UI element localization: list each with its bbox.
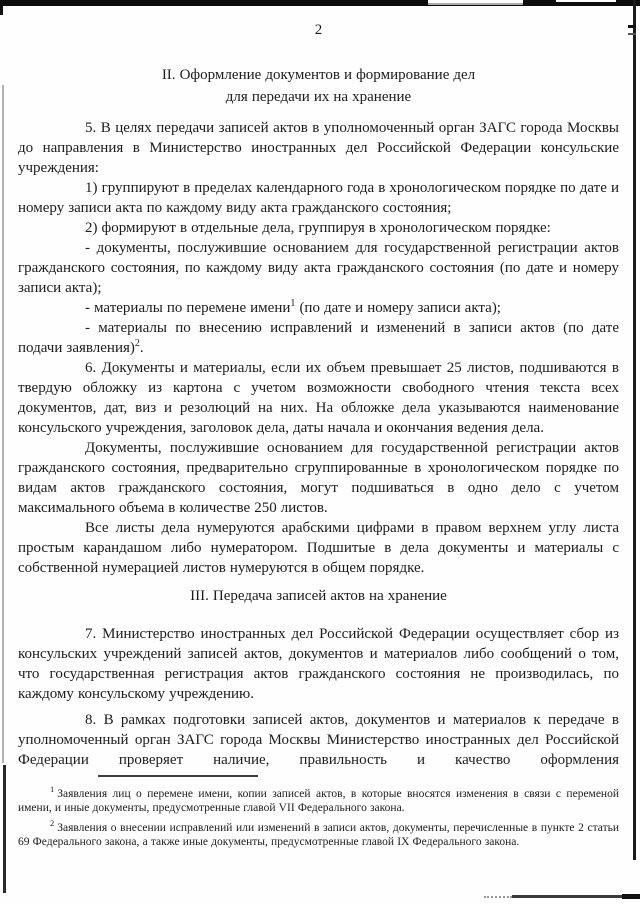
document-content: [18, 20, 619, 850]
section-ii-heading: [18, 64, 619, 108]
scan-artifact-right-tick-2: [628, 33, 636, 35]
paragraph-5-item-1: 1) группируют в пределах календарного года в хронологическом порядке по дате и номеру записи акта по каждому виду акта гражданского состояния;: [18, 180, 619, 216]
dash-2-text: - материалы по перемене имени: [85, 300, 291, 316]
footnote-2: [18, 816, 619, 850]
scan-artifact-right-tick: [628, 25, 636, 28]
scan-artifact-bottom-dotted-line: [484, 896, 512, 898]
paragraph-6: 6. Документы и материалы, если их объем превышает 25 листов, подшиваются в твердую обложку из картона с учетом возможности свободного чтения текста всех документов, дат, виз и резолюций на них. На обложке дела указываются наименование консульского учреждения, заголовок дела, даты начала и окончания ведения дела.: [18, 360, 619, 436]
paragraph-7: 7. Министерство иностранных дел Российской Федерации осуществляет сбор из консульских учреждений записей актов, документов и материалов либо сообщений о том, что государственная регистрация актов гражданского состояния не производилась, по каждому консульскому учреждению.: [18, 626, 619, 702]
footnote-2-marker: 2: [50, 817, 55, 828]
section-ii-heading-line2: для передачи их на хранение: [225, 89, 412, 105]
scan-artifact-bottom-right-corner: [622, 894, 640, 899]
scan-artifact-left-edge-line: [2, 85, 4, 763]
page-number: 2: [314, 22, 323, 38]
footnote-reference-2: 2: [134, 338, 140, 349]
paragraph-5-dash-3: [18, 318, 619, 358]
paragraph-6-continuation-2: Все листы дела нумеруются арабскими цифрами в правом верхнем углу листа простым карандашом либо нумератором. Подшитые в дела документы и материалы с собственной нумерацией листов нумеруются в общем порядке.: [18, 520, 619, 576]
scan-artifact-top-bar-gap-shade: [428, 3, 523, 5]
scan-artifact-bottom-edge-line: [512, 895, 640, 898]
footnote-reference-1: 1: [290, 298, 296, 309]
dash-3-text: - материалы по внесению исправлений и изменений в записи актов (по дате подачи заявления): [18, 320, 619, 356]
paragraph-5-dash-1: - документы, послужившие основанием для государственной регистрации актов гражданского состояния, по каждому виду акта гражданского состояния (по дате и номеру записи акта);: [18, 240, 619, 296]
paragraph-6-continuation-1: Документы, послужившие основанием для государственной регистрации актов гражданского состояния, предварительно сгруппированные в хронологическом порядке по видам актов гражданского состояния, могут подшиваться в одно дело с учетом максимального объема в количестве 250 листов.: [18, 440, 619, 516]
dash-3-text-tail: .: [139, 340, 144, 356]
scan-artifact-top-left-mark: [0, 6, 3, 15]
scan-artifact-top-bar: [0, 0, 640, 6]
paragraph-5-dash-2: [18, 298, 619, 318]
footnote-1: [18, 782, 619, 816]
scan-artifact-left-edge-dark-line: [3, 765, 6, 893]
paragraph-5-item-2: 2) формируют в отдельные дела, группируя в хронологическом порядке:: [85, 220, 551, 236]
footnote-1-text: Заявления лиц о перемене имени, копии записей актов, в которые вносятся изменения в связи с переменой имени, и иные документы, предусмотренные главой VII Федерального закона.: [18, 787, 619, 815]
section-iii-heading: III. Передача записей актов на хранение: [190, 588, 447, 604]
footnote-2-text: Заявления о внесении исправлений или изменений в записи актов, документы, перечисленные в пункте 2 статьи 69 Федерального закона, а также иные документы, предусмотренные главой IX Федерального закона.: [18, 821, 619, 849]
scan-artifact-top-bar-gap-right: [556, 0, 616, 2]
paragraph-5: 5. В целях передачи записей актов в уполномоченный орган ЗАГС города Москвы до направления в Министерство иностранных дел Российской Федерации консульские учреждения:: [18, 120, 619, 176]
dash-2-text-tail: (по дате и номеру записи акта);: [295, 300, 501, 316]
paragraph-8: 8. В рамках подготовки записей актов, документов и материалов к передаче в уполномоченный орган ЗАГС города Москвы Министерство иностранных дел Российской Федерации проверяет наличие, правильность и качество оформления: [18, 712, 619, 768]
footnote-separator: [98, 775, 258, 777]
section-ii-heading-line1: II. Оформление документов и формирование дел: [161, 67, 476, 83]
footnote-1-marker: 1: [50, 784, 55, 794]
scan-artifact-right-edge-line: [633, 0, 636, 860]
